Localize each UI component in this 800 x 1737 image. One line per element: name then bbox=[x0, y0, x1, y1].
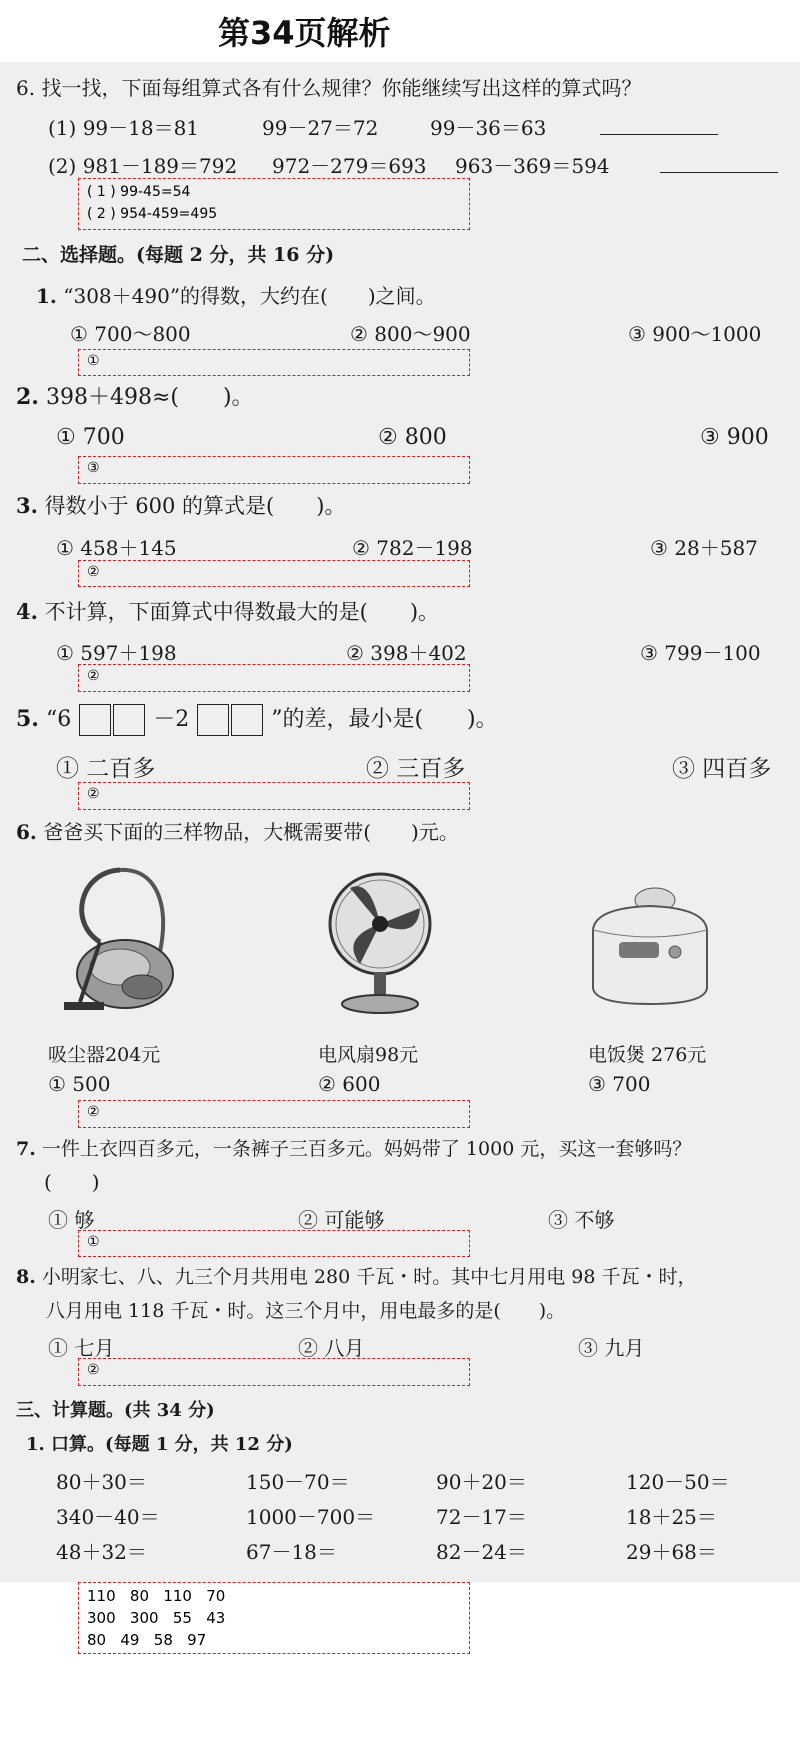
answer-text: ② bbox=[87, 564, 100, 580]
mc-q6-option-1: ① 500 bbox=[48, 1072, 111, 1096]
mc-q1-option-2: ② 800～900 bbox=[350, 322, 471, 346]
answer-box-q8 bbox=[78, 1358, 470, 1386]
digit-blank-box bbox=[231, 704, 263, 736]
mc-q5-prompt bbox=[16, 702, 498, 736]
mc-q8-option-3: ③ 九月 bbox=[578, 1336, 645, 1360]
calc-problem: 1000－700＝ bbox=[246, 1505, 376, 1529]
mc-q5-option-3: ③ 四百多 bbox=[672, 756, 772, 782]
mc-q2-prompt bbox=[16, 380, 254, 411]
section3-subheading: 1. 口算。(每题 1 分，共 12 分) bbox=[26, 1434, 293, 1455]
q6-row2-item2: 972－279＝693 bbox=[272, 154, 427, 178]
mc-q6-prompt bbox=[16, 816, 459, 845]
calc-problem: 67－18＝ bbox=[246, 1540, 337, 1564]
answer-box-q1 bbox=[78, 349, 470, 376]
item-fan-price: 电风扇98元 bbox=[318, 1044, 419, 1066]
calc-problem: 72－17＝ bbox=[436, 1505, 527, 1529]
calc-problem: 18＋25＝ bbox=[626, 1505, 717, 1529]
mc-q8-prompt-line2: 八月用电 118 千瓦・时。这三个月中，用电最多的是( )。 bbox=[46, 1300, 566, 1322]
answer-box-q2 bbox=[78, 456, 470, 484]
mc-q4-option-2: ② 398＋402 bbox=[346, 641, 467, 665]
answer-box-q7 bbox=[78, 1230, 470, 1257]
answer-text: ② bbox=[87, 668, 100, 684]
answer-blank bbox=[600, 134, 718, 135]
question-text-part1: “6 bbox=[45, 707, 72, 732]
calc-problem: 29＋68＝ bbox=[626, 1540, 717, 1564]
answer-box-q3 bbox=[78, 560, 470, 587]
mc-q3-option-3: ③ 28＋587 bbox=[650, 536, 758, 560]
q6-row1-item3: 99－36＝63 bbox=[430, 116, 547, 140]
vacuum-cleaner-illustration bbox=[60, 862, 180, 1020]
answer-box-q4 bbox=[78, 664, 470, 692]
mc-q5-option-2: ② 三百多 bbox=[366, 756, 466, 782]
mc-q7-option-1: ① 够 bbox=[48, 1208, 95, 1232]
item-rice-cooker-price: 电饭煲 276元 bbox=[588, 1044, 707, 1066]
mc-q4-option-1: ① 597＋198 bbox=[56, 641, 177, 665]
mc-q1-prompt bbox=[36, 280, 436, 309]
mc-q4-option-3: ③ 799－100 bbox=[640, 641, 761, 665]
calc-problem: 150－70＝ bbox=[246, 1470, 350, 1494]
question-number: 3. bbox=[16, 493, 38, 518]
calc-problem: 340－40＝ bbox=[56, 1505, 160, 1529]
electric-fan-illustration bbox=[320, 868, 440, 1018]
answer-line: 110 80 110 70 bbox=[87, 1587, 226, 1605]
digit-blank-box bbox=[113, 704, 145, 736]
mc-q7-answer-parens: ( ) bbox=[44, 1170, 100, 1194]
question-number: 8. bbox=[16, 1266, 36, 1288]
answer-box-calc bbox=[78, 1582, 470, 1654]
page-title: 第34页解析 bbox=[218, 14, 391, 52]
mc-q2-option-3: ③ 900 bbox=[700, 425, 769, 450]
question-number: 7. bbox=[16, 1138, 36, 1160]
mc-q8-option-1: ① 七月 bbox=[48, 1336, 115, 1360]
calc-problem: 120－50＝ bbox=[626, 1470, 730, 1494]
question-number: 1. bbox=[36, 284, 57, 308]
answer-text: ① bbox=[87, 353, 100, 369]
mc-q2-option-1: ① 700 bbox=[56, 425, 125, 450]
calc-problem: 48＋32＝ bbox=[56, 1540, 147, 1564]
mc-q3-option-1: ① 458＋145 bbox=[56, 536, 177, 560]
answer-line: ( 1 ) 99-45=54 bbox=[87, 184, 191, 200]
answer-box-q6-top bbox=[78, 178, 470, 230]
answer-text: ② bbox=[87, 1104, 100, 1120]
answer-blank bbox=[660, 172, 778, 173]
mc-q6-option-3: ③ 700 bbox=[588, 1072, 651, 1096]
mc-q6-option-2: ② 600 bbox=[318, 1072, 381, 1096]
mc-q5-option-1: ① 二百多 bbox=[56, 756, 156, 782]
digit-blank-box bbox=[79, 704, 111, 736]
mc-q8-option-2: ② 八月 bbox=[298, 1336, 365, 1360]
mc-q2-option-2: ② 800 bbox=[378, 425, 447, 450]
mc-q3-option-2: ② 782－198 bbox=[352, 536, 473, 560]
question-text: 小明家七、八、九三个月共用电 280 千瓦・时。其中七月用电 98 千瓦・时， bbox=[41, 1266, 697, 1288]
mc-q1-option-3: ③ 900～1000 bbox=[628, 322, 762, 346]
rice-cooker-illustration bbox=[585, 880, 715, 1010]
calc-problem: 82－24＝ bbox=[436, 1540, 527, 1564]
question-text-part2: －2 bbox=[153, 707, 190, 732]
q6-row2-item1: (2) 981－189＝792 bbox=[48, 154, 238, 178]
mc-q8-prompt bbox=[16, 1262, 697, 1289]
question-text: 不计算，下面算式中得数最大的是( )。 bbox=[44, 600, 440, 624]
question-text: 爸爸买下面的三样物品，大概需要带( )元。 bbox=[43, 820, 459, 844]
answer-line: ( 2 ) 954-459=495 bbox=[87, 206, 218, 222]
section2-heading: 二、选择题。(每题 2 分，共 16 分) bbox=[22, 244, 335, 266]
q6-row1-item2: 99－27＝72 bbox=[262, 116, 379, 140]
question-number: 2. bbox=[16, 384, 39, 410]
question-text: “308＋490”的得数，大约在( )之间。 bbox=[63, 284, 436, 308]
q6-row2-item3: 963－369＝594 bbox=[455, 154, 610, 178]
question-text: 398＋498≈( )。 bbox=[45, 385, 254, 410]
mc-q1-option-1: ① 700～800 bbox=[70, 322, 191, 346]
answer-text: ② bbox=[87, 1362, 100, 1378]
answer-text: ① bbox=[87, 1234, 100, 1250]
digit-blank-box bbox=[197, 704, 229, 736]
answer-box-q5 bbox=[78, 782, 470, 810]
question-number: 4. bbox=[16, 599, 38, 624]
answer-text: ② bbox=[87, 786, 100, 802]
answer-text: ③ bbox=[87, 460, 100, 476]
mc-q7-option-3: ③ 不够 bbox=[548, 1208, 615, 1232]
question-number: 5. bbox=[16, 706, 39, 732]
calc-problem: 90＋20＝ bbox=[436, 1470, 527, 1494]
q6-row1-item1: (1) 99－18＝81 bbox=[48, 116, 200, 140]
mc-q4-prompt bbox=[16, 596, 439, 626]
mc-q3-prompt bbox=[16, 490, 345, 520]
answer-line: 300 300 55 43 bbox=[87, 1609, 226, 1627]
question-text: 一件上衣四百多元，一条裤子三百多元。妈妈带了 1000 元，买这一套够吗？ bbox=[41, 1138, 692, 1160]
calc-problem: 80＋30＝ bbox=[56, 1470, 147, 1494]
question-number: 6. bbox=[16, 820, 37, 844]
item-vacuum-price: 吸尘器204元 bbox=[48, 1044, 161, 1066]
mc-q7-option-2: ② 可能够 bbox=[298, 1208, 385, 1232]
question-text-part3: ”的差，最小是( )。 bbox=[271, 707, 498, 732]
answer-box-q6 bbox=[78, 1100, 470, 1128]
section3-heading: 三、计算题。(共 34 分) bbox=[16, 1400, 215, 1421]
question-text: 得数小于 600 的算式是( )。 bbox=[44, 494, 346, 518]
mc-q7-prompt bbox=[16, 1134, 691, 1161]
answer-line: 80 49 58 97 bbox=[87, 1631, 207, 1649]
q6-top-prompt: 6. 找一找，下面每组算式各有什么规律？你能继续写出这样的算式吗？ bbox=[16, 76, 642, 100]
